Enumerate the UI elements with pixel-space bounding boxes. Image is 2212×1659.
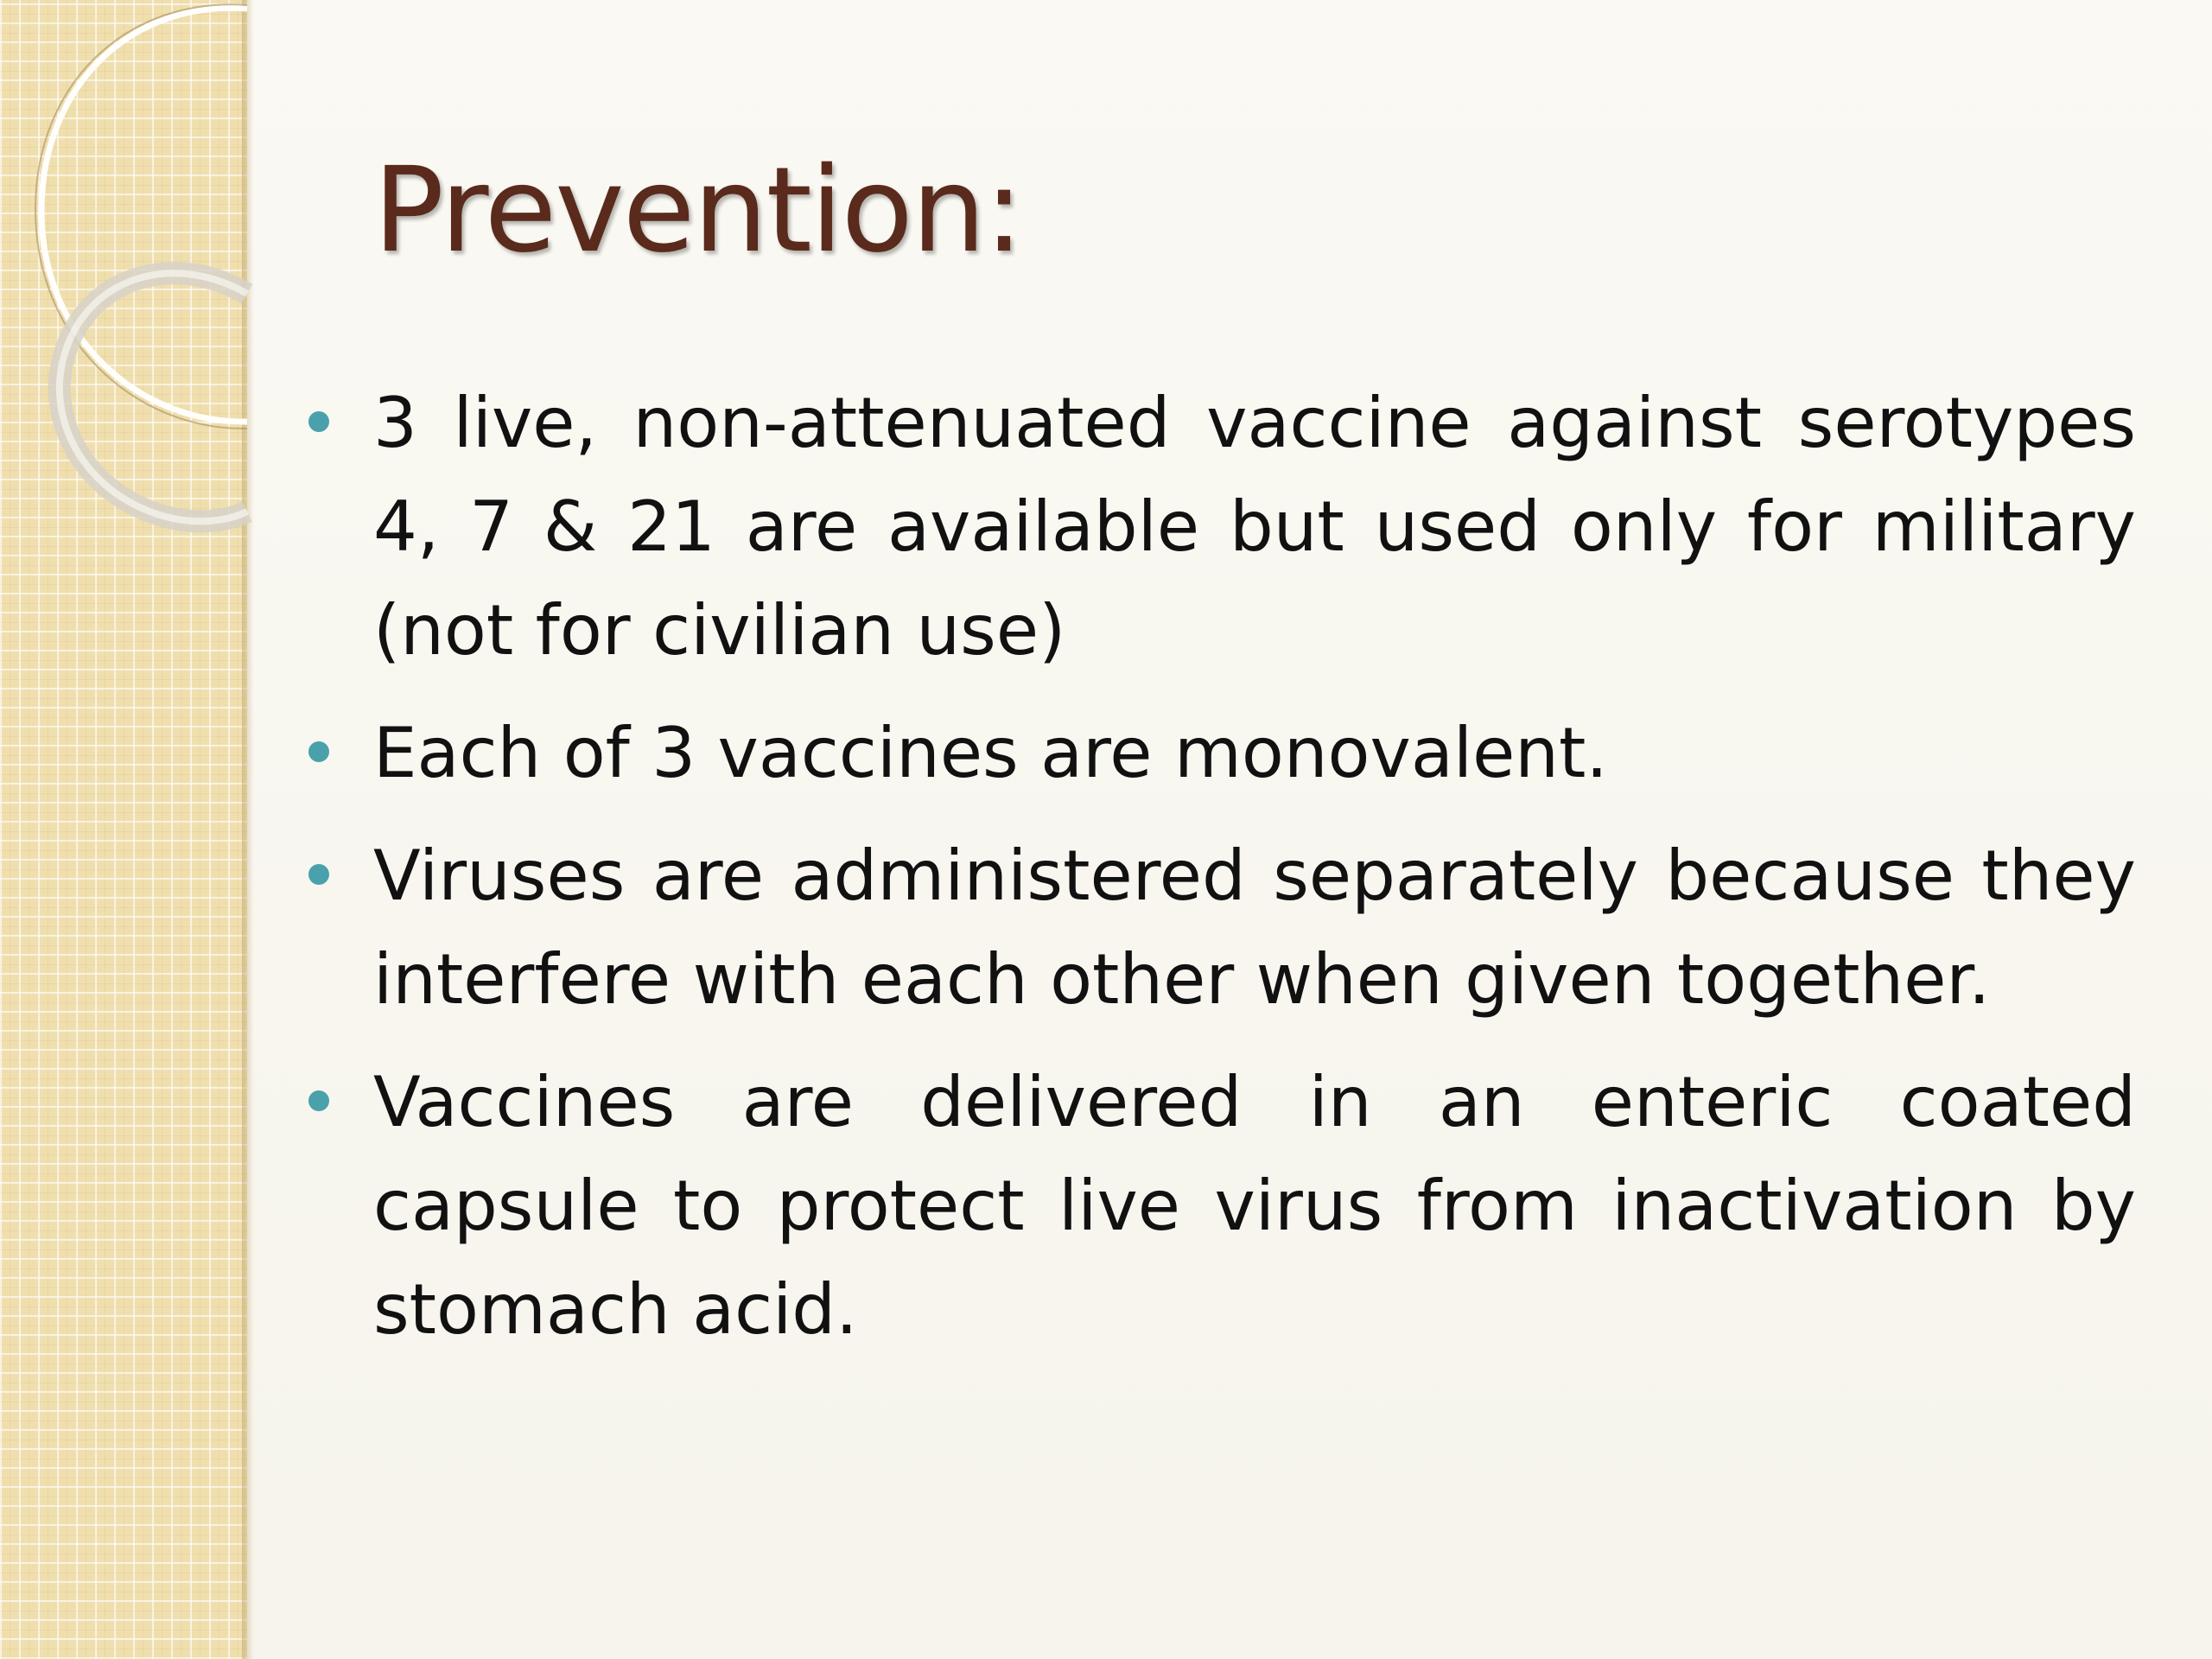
circle-bullet-icon	[308, 741, 329, 762]
bullet-item	[373, 372, 2136, 683]
bullet-item	[373, 1051, 2136, 1362]
ring-decoration-icon	[0, 0, 259, 553]
bullet-list	[373, 372, 2136, 1381]
bullet-item	[373, 702, 2136, 805]
slide-title: Prevention:	[373, 143, 1022, 279]
bullet-text: Viruses are administered separately because they interfere with each other when given together.	[373, 836, 2136, 1020]
bullet-text: Each of 3 vaccines are monovalent.	[373, 713, 1608, 793]
circle-bullet-icon	[308, 411, 329, 432]
bullet-text: Vaccines are delivered in an enteric coated capsule to protect live virus from inactivation by stomach acid.	[373, 1062, 2136, 1350]
circle-bullet-icon	[308, 864, 329, 885]
bullet-item	[373, 824, 2136, 1032]
circle-bullet-icon	[308, 1090, 329, 1111]
bullet-text: 3 live, non-attenuated vaccine against serotypes 4, 7 & 21 are available but used only for military (not for civilian use)	[373, 383, 2136, 671]
